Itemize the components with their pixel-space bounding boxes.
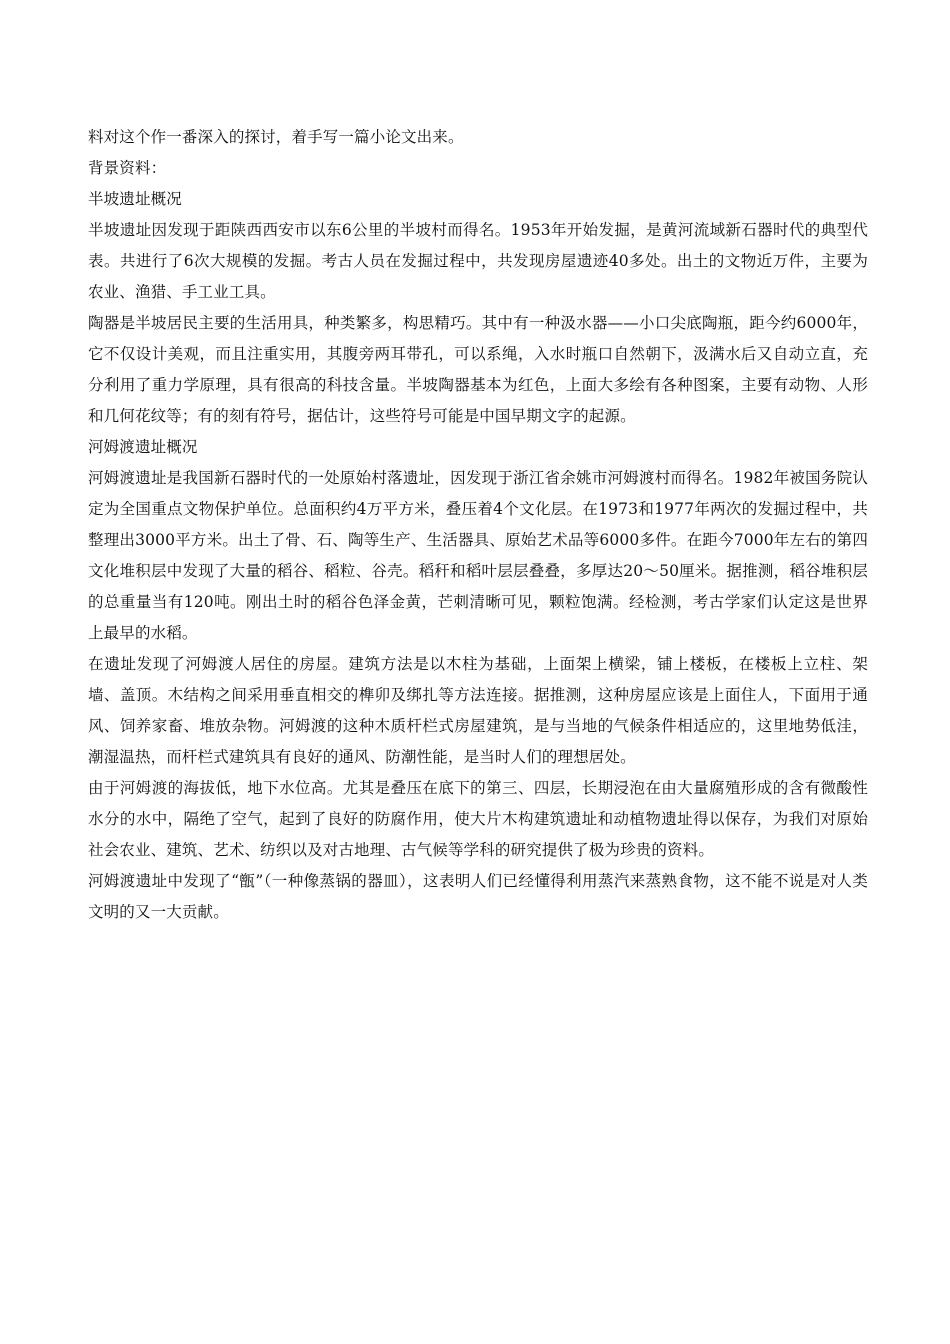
document-page [88,122,868,928]
hemudu-heading: 河姆渡遗址概况 [88,438,198,456]
banpo-paragraph-pottery: 陶器是半坡居民主要的生活用具，种类繁多，构思精巧。其中有一种汲水器——小口尖底陶瓶，距今约6000年，它不仅设计美观，而且注重实用，其腹旁两耳带孔，可以系绳，入水时瓶口自然朝下，汲满水后又自动立直，充分利用了重力学原理，具有很高的科技含量。半坡陶器基本为红色，上面大多绘有各种图案，主要有动物、人形和几何花纹等；有的刻有符号，据估计，这些符号可能是中国早期文字的起源。 [88,314,868,425]
hemudu-paragraph-overview: 河姆渡遗址是我国新石器时代的一处原始村落遗址，因发现于浙江省余姚市河姆渡村而得名。1982年被国务院认定为全国重点文物保护单位。总面积约4万平方米，叠压着4个文化层。在1973和1977年两次的发掘过程中，共整理出3000平方米。出土了骨、石、陶等生产、生活器具、原始艺术品等6000多件。在距今7000年左右的第四文化堆积层中发现了大量的稻谷、稻粒、谷壳。稻秆和稻叶层层叠叠，多厚达20～50厘米。据推测，稻谷堆积层的总重量当有120吨。刚出土时的稻谷色泽金黄，芒刺清晰可见，颗粒饱满。经检测，考古学家们认定这是世界上最早的水稻。 [88,469,868,642]
banpo-heading: 半坡遗址概况 [88,190,182,208]
banpo-paragraph-overview: 半坡遗址因发现于距陕西西安市以东6公里的半坡村而得名。1953年开始发掘，是黄河流域新石器时代的典型代表。共进行了6次大规模的发掘。考古人员在发掘过程中，共发现房屋遗迹40多处。出土的文物近万件，主要为农业、渔猎、手工业工具。 [88,221,868,301]
hemudu-paragraph-zeng: 河姆渡遗址中发现了“甑”（一种像蒸锅的器皿），这表明人们已经懂得利用蒸汽来蒸熟食物，这不能不说是对人类文明的又一大贡献。 [88,872,868,921]
hemudu-paragraph-houses: 在遗址发现了河姆渡人居住的房屋。建筑方法是以木柱为基础，上面架上横梁，铺上楼板，在楼板上立柱、架墙、盖顶。木结构之间采用垂直相交的榫卯及绑扎等方法连接。据推测，这种房屋应该是上面住人，下面用于通风、饲养家畜、堆放杂物。河姆渡的这种木质杆栏式房屋建筑，是与当地的气候条件相适应的，这里地势低洼，潮湿温热，而杆栏式建筑具有良好的通风、防潮性能，是当时人们的理想居处。 [88,655,868,766]
hemudu-paragraph-preservation: 由于河姆渡的海拔低，地下水位高。尤其是叠压在底下的第三、四层，长期浸泡在由大量腐殖形成的含有微酸性水分的水中，隔绝了空气，起到了良好的防腐作用，使大片木构建筑遗址和动植物遗址得以保存，为我们对原始社会农业、建筑、艺术、纺织以及对古地理、古气候等学科的研究提供了极为珍贵的资料。 [88,779,868,859]
background-heading: 背景资料： [88,159,167,177]
intro-line: 料对这个作一番深入的探讨，着手写一篇小论文出来。 [88,128,464,146]
